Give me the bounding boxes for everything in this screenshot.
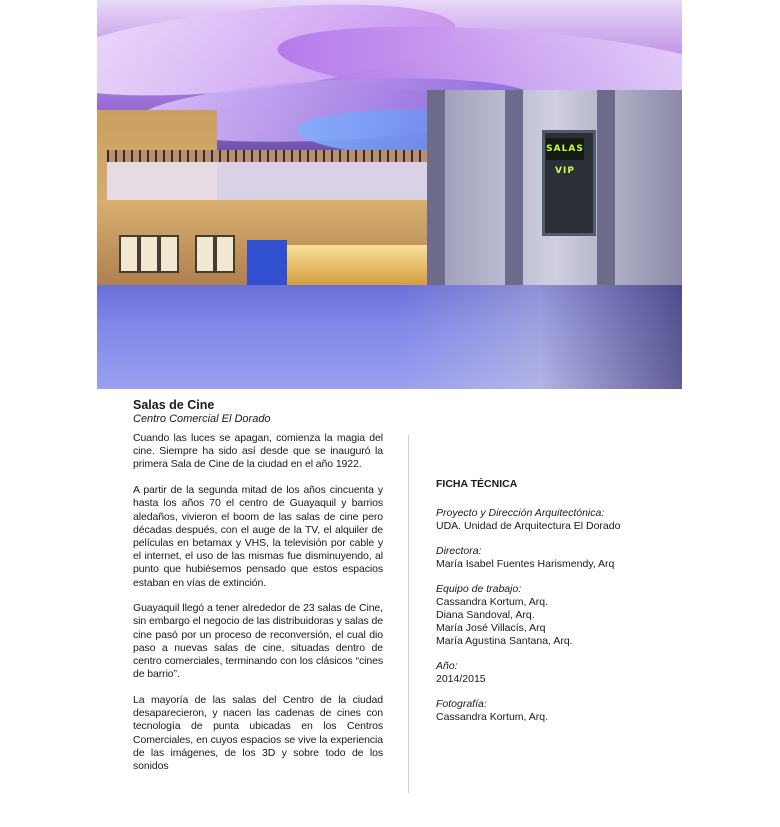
team-member: Cassandra Kortum, Arq. <box>436 596 549 608</box>
team-member: María Agustina Santana, Arq. <box>436 635 573 647</box>
ficha-tecnica <box>436 478 686 736</box>
column-divider <box>408 435 409 793</box>
ficha-heading: FICHA TÉCNICA <box>436 478 518 490</box>
cinema-lobby-photo <box>97 0 682 389</box>
balcony <box>107 160 437 200</box>
ficha-value: UDA. Unidad de Arquitectura El Dorado <box>436 520 621 532</box>
paragraph: La mayoría de las salas del Centro de la ciudad desaparecieron, y nacen las cadenas de cines con tecnología de punta ubicadas en los Centros Comerciales, en cuyos espacios se vive la experiencia de las imágenes, de los 3D y sobre todo de los sonidos <box>133 693 383 772</box>
ficha-directora <box>436 545 686 571</box>
balcony-railing <box>107 150 437 162</box>
blue-wall-panel <box>247 240 287 290</box>
vip-sign: SALAS VIP <box>546 138 584 160</box>
paragraph: A partir de la segunda mitad de los años cincuenta y hasta los años 70 el centro de Guayaquil y barrios aledaños, vivieron el boom de las salas de cine pero décadas después, con el auge de la TV, el alquiler de películas en betamax y VHS, la televisión por cable y el internet, el uso de las mismas fue disminuyendo, al punto que hubiésemos pensado que estos espacios estaban en vías de extinción. <box>133 484 383 589</box>
ficha-label: Proyecto y Dirección Arquitectónica: <box>436 507 605 519</box>
poster-window <box>215 235 235 273</box>
ficha-value: Cassandra Kortum, Arq. <box>436 711 549 723</box>
ticket-counter <box>287 245 427 285</box>
ficha-value: 2014/2015 <box>436 673 486 685</box>
poster-window <box>195 235 215 273</box>
ficha-direccion <box>436 507 686 533</box>
column <box>597 90 615 300</box>
ficha-fotografia <box>436 698 686 724</box>
poster-window <box>159 235 179 273</box>
ficha-label: Fotografía: <box>436 698 487 710</box>
floor-reflection <box>397 285 682 389</box>
ficha-label: Directora: <box>436 545 482 557</box>
column <box>505 90 523 300</box>
article-title: Salas de Cine <box>133 398 215 412</box>
poster-window <box>139 235 159 273</box>
team-member: Diana Sandoval, Arq. <box>436 609 535 621</box>
ficha-value: María Isabel Fuentes Harismendy, Arq <box>436 558 615 570</box>
article-subtitle: Centro Comercial El Dorado <box>133 413 271 425</box>
ficha-anio <box>436 660 686 686</box>
column <box>427 90 445 300</box>
team-member: María José Villacís, Arq <box>436 622 546 634</box>
ficha-label: Año: <box>436 660 458 672</box>
paragraph: Guayaquil llegó a tener alrededor de 23 salas de Cine, sin embargo el negocio de las distribuidoras y salas de cine pasó por un proceso de reconversión, el cual dio paso a nuevas salas de cine, situadas dentro de centro comerciales, terminando con los clásicos “cines de barrio”. <box>133 602 383 681</box>
paragraph: Cuando las luces se apagan, comienza la magia del cine. Siempre ha sido así desde que se inauguró la primera Sala de Cine de la ciudad en el año 1922. <box>133 432 383 471</box>
ficha-label: Equipo de trabajo: <box>436 583 522 595</box>
ficha-equipo <box>436 583 686 648</box>
article-body <box>133 432 383 786</box>
poster-window <box>119 235 139 273</box>
